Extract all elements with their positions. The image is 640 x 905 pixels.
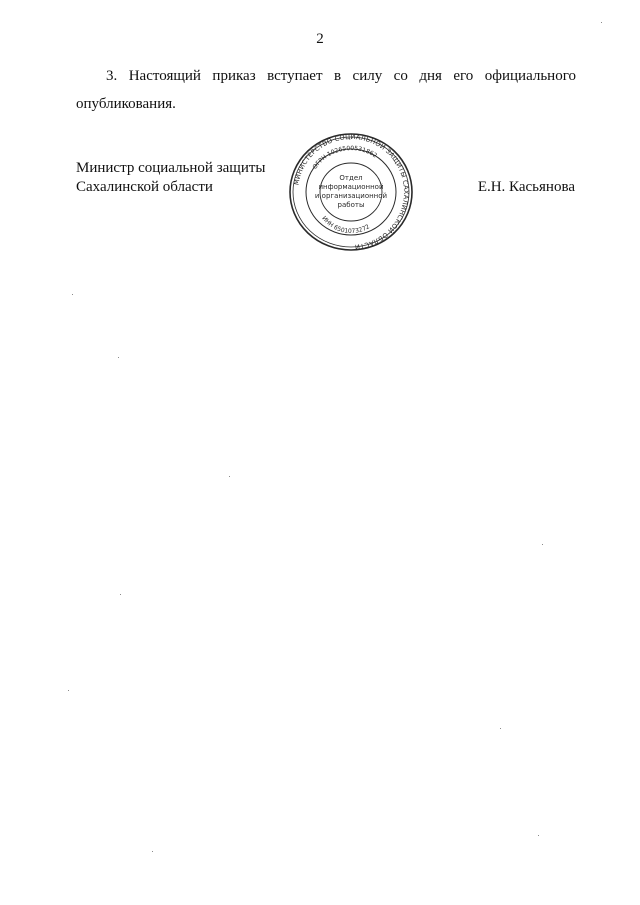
signer-title-line1: Министр социальной защиты — [76, 160, 266, 176]
scan-speck — [542, 544, 543, 545]
seal-center-line4: работы — [337, 201, 365, 209]
seal-center-line1: Отдел — [339, 174, 363, 182]
page-number: 2 — [316, 31, 324, 47]
seal-center-text — [315, 174, 387, 209]
order-paragraph: 3. Настоящий приказ вступает в силу со дня его официального опубликования. — [76, 68, 576, 112]
signer-name: Е.Н. Касьянова — [477, 179, 575, 195]
signer-title-line2: Сахалинской области — [76, 179, 213, 195]
seal-outer-text: МИНИСТЕРСТВО СОЦИАЛЬНОЙ ЗАЩИТЫ САХАЛИНСКОЙ ОБЛАСТИ — [292, 132, 411, 251]
scan-speck — [152, 851, 153, 852]
scan-speck — [229, 476, 230, 477]
signer-title — [76, 159, 306, 197]
scan-speck — [72, 294, 73, 295]
scan-speck — [538, 835, 539, 836]
seal-ogrn-text: ОГРН 1026500531862 — [311, 144, 379, 171]
seal-inn-text: ИНН 6501073272 — [320, 215, 371, 236]
seal-center-line3: и организационной — [314, 192, 388, 200]
scan-speck — [601, 22, 602, 23]
scan-speck — [68, 690, 69, 691]
official-seal — [287, 131, 415, 253]
scan-speck — [120, 594, 121, 595]
scan-speck — [118, 357, 119, 358]
seal-center-line2: информационной — [318, 183, 384, 191]
scan-speck — [500, 728, 501, 729]
